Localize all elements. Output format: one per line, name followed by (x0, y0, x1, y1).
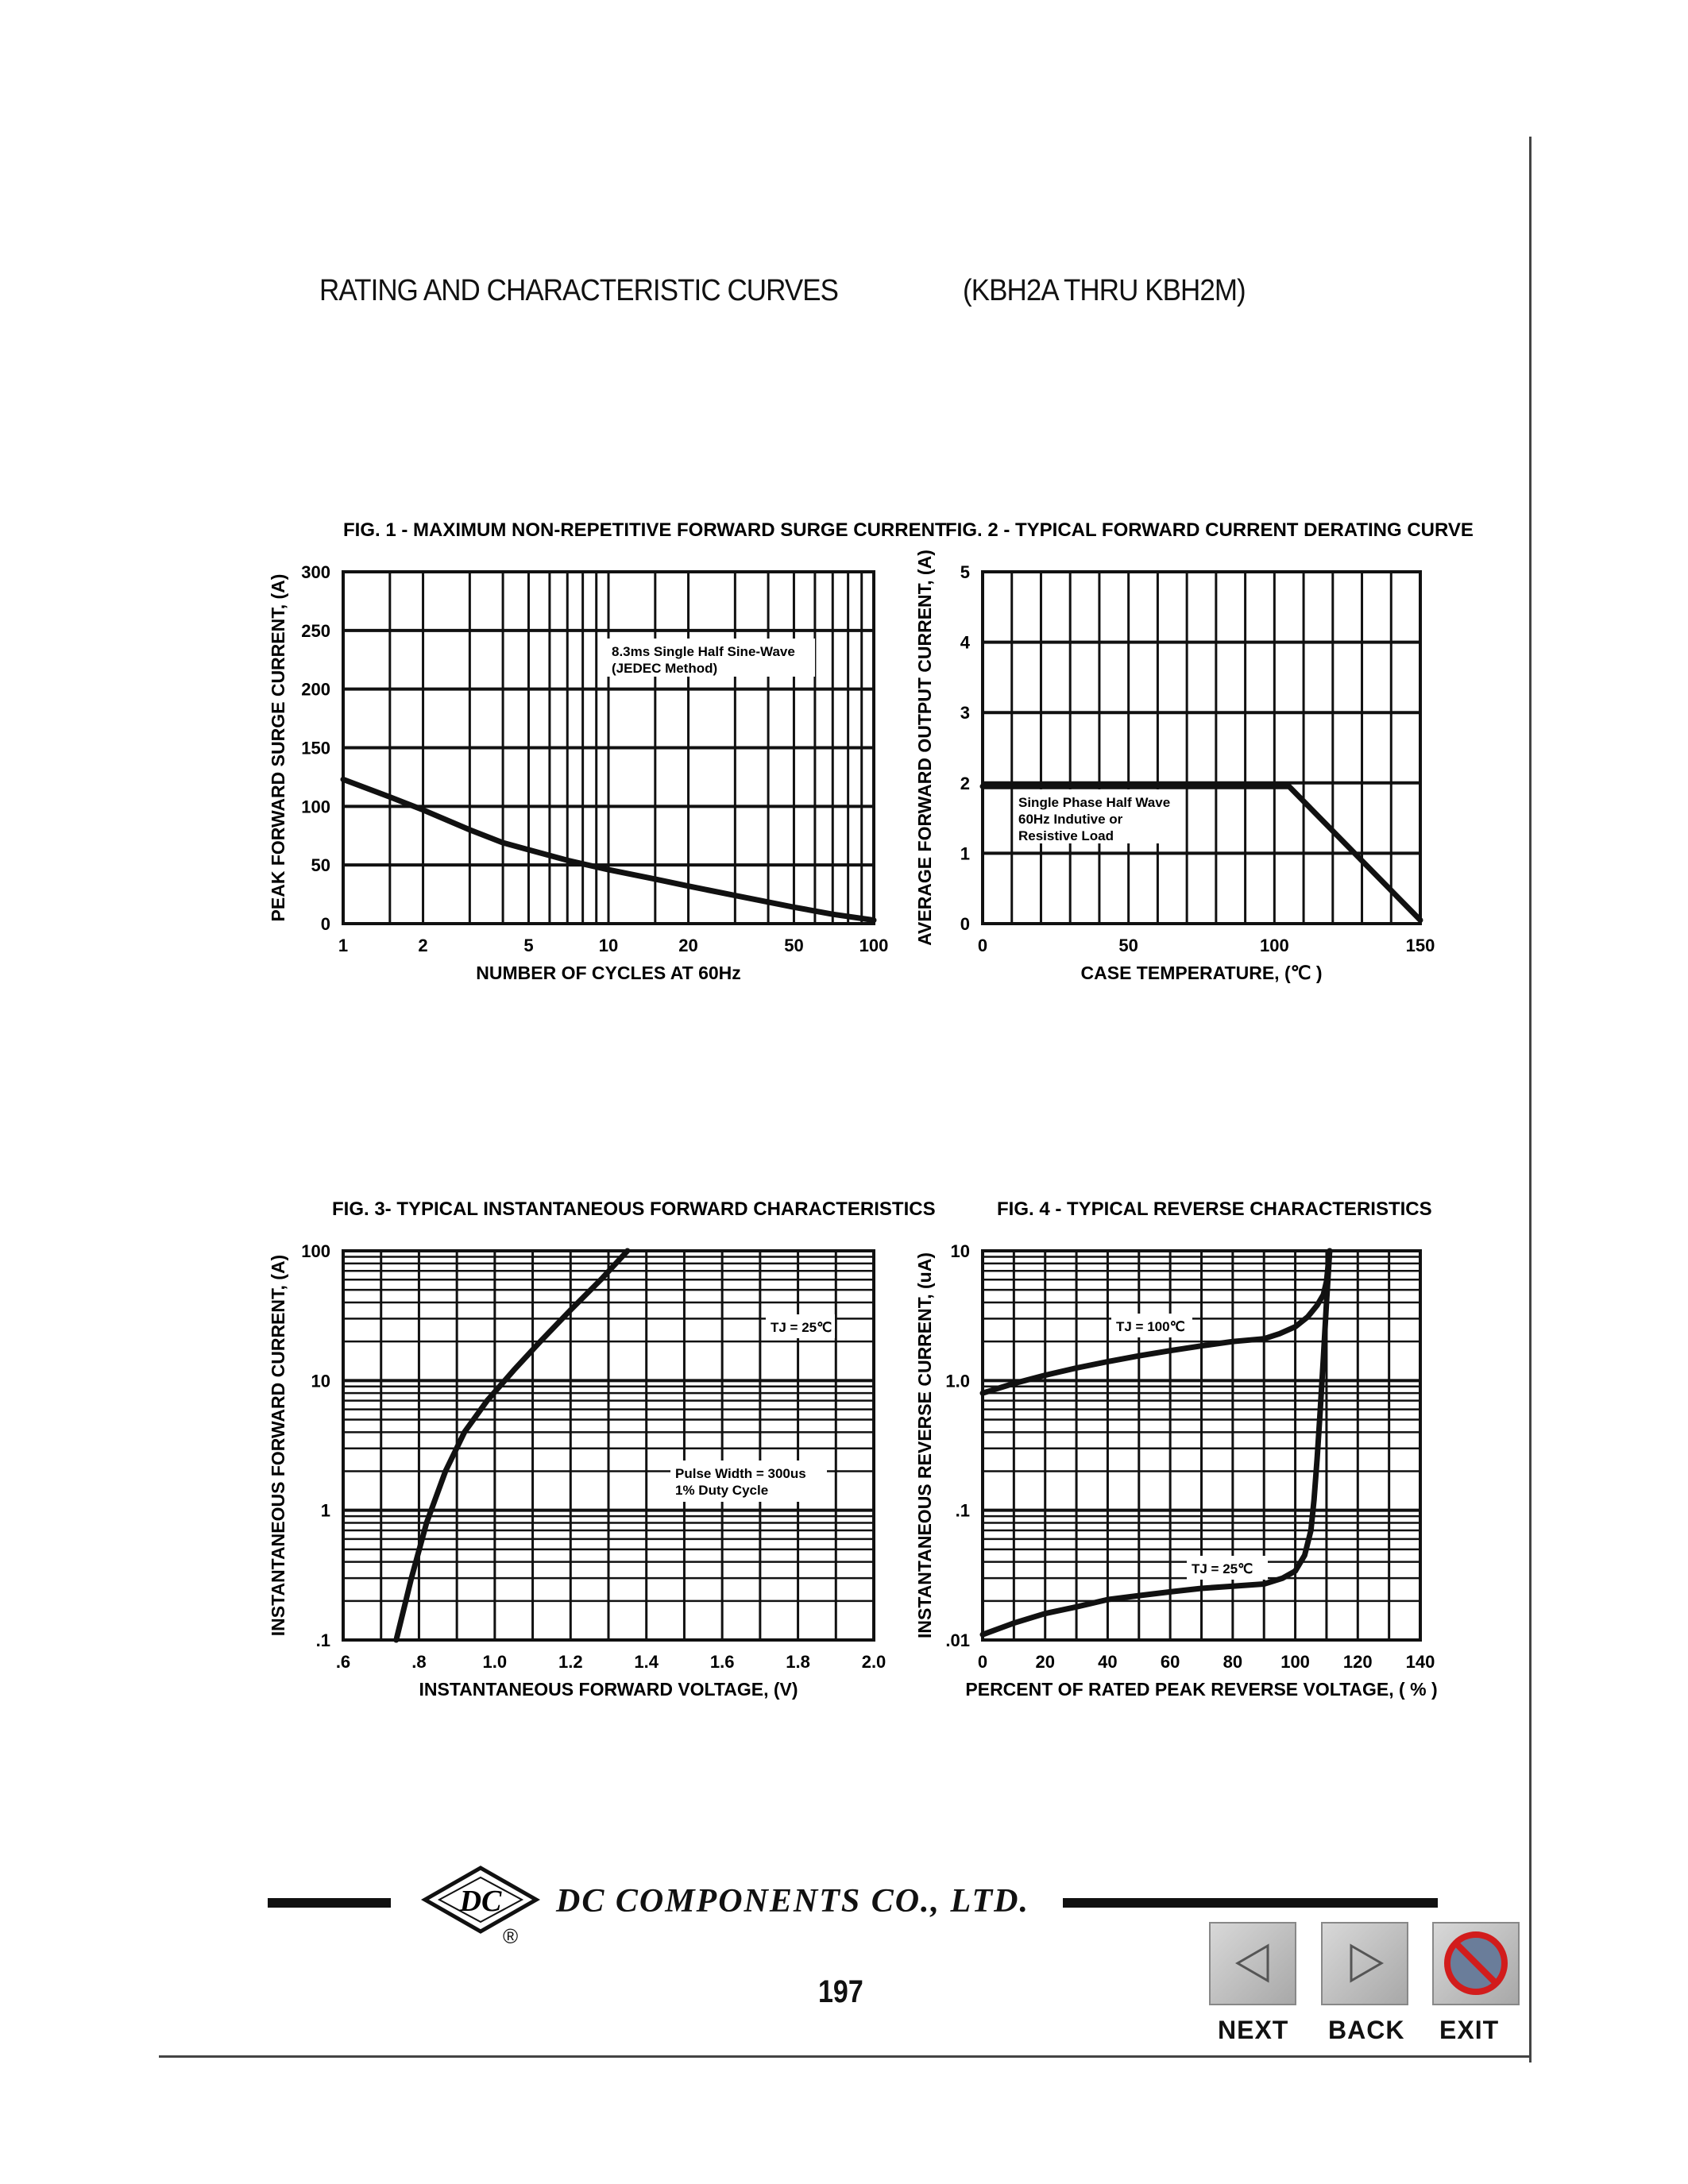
y-tick-label: 10 (950, 1241, 970, 1261)
next-button[interactable] (1209, 1922, 1296, 2005)
x-tick-label: 2.0 (861, 1652, 886, 1672)
y-tick-label: 50 (311, 855, 330, 876)
x-tick-label: .6 (335, 1652, 351, 1672)
x-tick-label: 10 (598, 936, 619, 955)
annotation-text: TJ = 100℃ (1116, 1319, 1185, 1334)
y-tick-label: .01 (945, 1630, 970, 1650)
exit-label: EXIT (1439, 2016, 1500, 2044)
x-tick-label: 0 (977, 1652, 988, 1672)
x-tick-label: 40 (1098, 1652, 1118, 1672)
x-tick-label: 120 (1342, 1652, 1373, 1672)
right-triangle-icon (1323, 1924, 1407, 2004)
logo-text: DC (459, 1885, 502, 1918)
y-tick-label: 3 (960, 703, 970, 723)
no-entry-icon (1434, 1924, 1518, 2004)
annotation-text: Resistive Load (1018, 828, 1114, 843)
x-tick-label: 50 (784, 936, 804, 955)
x-axis-title: CASE TEMPERATURE, (℃ ) (1080, 963, 1323, 983)
x-tick-label: 50 (1118, 936, 1138, 955)
annotation-text: 1% Duty Cycle (675, 1483, 769, 1498)
part-range: (KBH2A THRU KBH2M) (963, 274, 1246, 307)
y-tick-label: 1.0 (945, 1371, 970, 1391)
page-number: 197 (818, 1974, 863, 2009)
x-axis-title: INSTANTANEOUS FORWARD VOLTAGE, (V) (419, 1679, 798, 1700)
y-tick-label: 100 (301, 797, 330, 817)
y-tick-label: .1 (315, 1630, 330, 1650)
y-tick-label: 150 (301, 738, 330, 758)
y-tick-label: 1 (960, 843, 970, 864)
x-tick-label: 140 (1405, 1652, 1435, 1672)
x-tick-label: 0 (977, 936, 988, 955)
y-tick-label: 300 (301, 562, 330, 582)
x-tick-label: .8 (411, 1652, 427, 1672)
x-tick-label: 80 (1223, 1652, 1243, 1672)
y-axis-title: AVERAGE FORWARD OUTPUT CURRENT, (A) (914, 550, 935, 946)
next-label: NEXT (1218, 2016, 1289, 2044)
x-tick-label: 1 (338, 936, 349, 955)
annotation-text: TJ = 25℃ (1192, 1561, 1253, 1576)
annotation-text: Pulse Width = 300us (675, 1466, 806, 1481)
y-tick-label: 200 (301, 679, 330, 700)
x-tick-label: 150 (1405, 936, 1435, 955)
y-tick-label: 5 (960, 562, 970, 582)
y-tick-label: 0 (960, 914, 970, 934)
y-axis-title: INSTANTANEOUS REVERSE CURRENT, (uA) (914, 1252, 935, 1638)
back-button[interactable] (1321, 1922, 1408, 2005)
x-tick-label: 100 (1259, 936, 1289, 955)
chart-title: FIG. 1 - MAXIMUM NON-REPETITIVE FORWARD SURGE CURRENT (343, 519, 947, 541)
registered-mark: ® (503, 1924, 519, 1948)
footer-left-bar (268, 1898, 391, 1908)
x-tick-label: 100 (859, 936, 889, 955)
chart-title: FIG. 2 - TYPICAL FORWARD CURRENT DERATING CURVE (945, 519, 1474, 541)
y-axis-title: INSTANTANEOUS FORWARD CURRENT, (A) (268, 1254, 288, 1637)
company-name: DC COMPONENTS CO., LTD. (556, 1883, 1029, 1920)
x-tick-label: 100 (1280, 1652, 1310, 1672)
x-tick-label: 20 (1035, 1652, 1055, 1672)
exit-button[interactable] (1432, 1922, 1520, 2005)
fig4-grid (983, 1251, 1420, 1640)
x-tick-label: 2 (418, 936, 428, 955)
y-tick-label: 10 (311, 1371, 330, 1391)
x-tick-label: 1.6 (709, 1652, 735, 1672)
y-tick-label: 1 (320, 1500, 330, 1521)
y-axis-title: PEAK FORWARD SURGE CURRENT, (A) (268, 573, 288, 922)
x-tick-label: 1.0 (482, 1652, 508, 1672)
x-tick-label: 60 (1160, 1652, 1180, 1672)
x-axis-title: PERCENT OF RATED PEAK REVERSE VOLTAGE, ( % ) (965, 1679, 1438, 1700)
annotation-text: TJ = 25℃ (771, 1320, 832, 1335)
y-tick-label: 250 (301, 620, 330, 641)
company-logo (417, 1865, 544, 1936)
x-axis-title: NUMBER OF CYCLES AT 60Hz (476, 963, 741, 983)
annotation-text: Single Phase Half Wave (1018, 795, 1171, 810)
y-tick-label: .1 (955, 1500, 970, 1521)
y-tick-label: 2 (960, 773, 970, 793)
annotation-text: 60Hz Indutive or (1018, 812, 1123, 827)
chart-title: FIG. 4 - TYPICAL REVERSE CHARACTERISTICS (997, 1198, 1432, 1220)
x-tick-label: 1.2 (558, 1652, 583, 1672)
x-tick-label: 5 (523, 936, 534, 955)
x-tick-label: 1.8 (786, 1652, 810, 1672)
y-tick-label: 4 (960, 632, 970, 653)
y-tick-label: 0 (320, 914, 330, 934)
x-tick-label: 1.4 (634, 1652, 659, 1672)
back-label: BACK (1328, 2016, 1405, 2044)
footer-right-bar (1063, 1898, 1438, 1908)
page-title: RATING AND CHARACTERISTIC CURVES (319, 274, 839, 307)
y-tick-label: 100 (301, 1241, 330, 1261)
left-triangle-icon (1211, 1924, 1295, 2004)
annotation-text: (JEDEC Method) (612, 661, 718, 676)
annotation-text: 8.3ms Single Half Sine-Wave (612, 644, 795, 659)
series-line-2 (983, 1251, 1330, 1634)
x-tick-label: 20 (678, 936, 698, 955)
chart-title: FIG. 3- TYPICAL INSTANTANEOUS FORWARD CHARACTERISTICS (332, 1198, 936, 1220)
